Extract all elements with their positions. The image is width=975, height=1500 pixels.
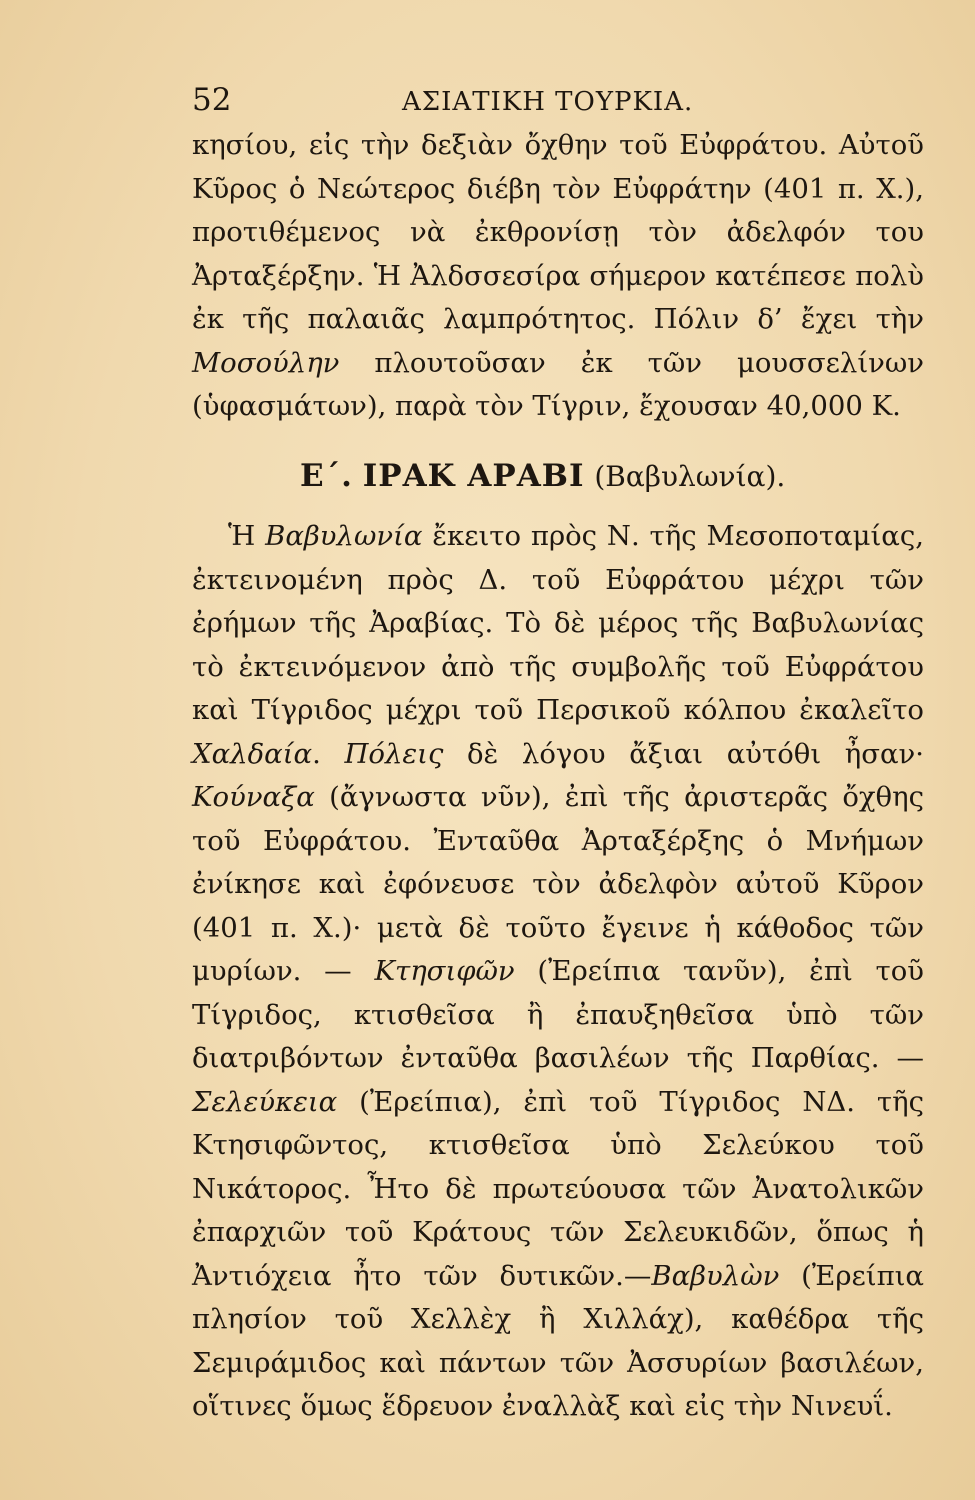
- page-number: 52: [192, 82, 232, 118]
- text-run: ἔκειτο πρὸς Ν. τῆς Μεσοποταμίας, ἐκτεινομένη πρὸς Δ. τοῦ Εὐφράτου μέχρι τῶν ἐρήμων τῆς Ἀραβίας. Τὸ δὲ μέρος τῆς Βαβυλωνίας τὸ ἐκτεινόμενον ἀπὸ τῆς συμβολῆς τοῦ Εὐφράτου καὶ Τίγριδος μέχρι τοῦ Περσικοῦ κόλπου ἐκαλεῖτο: [192, 520, 924, 726]
- paragraph-babylonia: [192, 515, 924, 1429]
- text-run: δὲ λόγου ἄξιαι αὐτόθι ἦσαν·: [443, 737, 925, 770]
- text-run: (Ἐρείπια πλησίον τοῦ Χελλὲχ ἢ Χιλλάχ), καθέδρα τῆς Σεμιράμιδος καὶ πάντων τῶν Ἀσσυρίων βασιλέων, οἵτινες ὅμως ἕδρευον ἐναλλὰξ καὶ εἰς τὴν Νινευΐ.: [192, 1259, 924, 1422]
- place-seleukeia: Σελεύκεια: [192, 1085, 338, 1118]
- place-babylonia: Βαβυλωνία: [265, 520, 423, 552]
- place-mosoul: Μοσούλην: [192, 346, 340, 379]
- paragraph-text: [192, 515, 924, 1429]
- text-run: Ἡ: [228, 520, 266, 552]
- running-title: ΑΣΙΑΤΙΚΗ ΤΟΥΡΚΙΑ.: [402, 87, 694, 117]
- text-run: (Ἐρείπια), ἐπὶ τοῦ Τίγριδος ΝΔ. τῆς Κτησιφῶντος, κτισθεῖσα ὑπὸ Σελεύκου τοῦ Νικάτορος. Ἦτο δὲ πρωτεύουσα τῶν Ἀνατολικῶν ἐπαρχιῶν τοῦ Κράτους τῶν Σελευκιδῶν, ὅπως ἡ Ἀντιόχεια ἦτο τῶν δυτικῶν.—: [192, 1085, 924, 1292]
- page-header: [192, 78, 923, 122]
- text-run: πλουτοῦσαν ἐκ τῶν μουσσελίνων (ὑφασμάτων), παρὰ τὸν Τίγριν, ἔχουσαν 40,000 Κ.: [192, 346, 924, 422]
- section-heading: [300, 452, 785, 501]
- text-run: .: [312, 737, 345, 770]
- text-run: (Ἐρείπια τανῦν), ἐπὶ τοῦ Τίγριδος, κτισθεῖσα ἢ ἐπαυξηθεῖσα ὑπὸ τῶν διατριβόντων ἐνταῦθα βασιλέων τῆς Παρθίας. —: [192, 955, 924, 1074]
- place-chaldaia: Χαλδαία: [192, 737, 313, 770]
- place-ktesiphon: Κτησιφῶν: [374, 955, 515, 987]
- section-subtitle: (Βαβυλωνία).: [594, 460, 786, 493]
- place-babylon: Βαβυλὼν: [651, 1259, 780, 1292]
- section-letter: Ε΄.: [300, 458, 353, 494]
- paragraph-mesopotamia-end: [192, 124, 924, 429]
- paragraph-text: [192, 124, 924, 429]
- text-run: (ἄγνωστα νῦν), ἐπὶ τῆς ἀριστερᾶς ὄχθης τοῦ Εὐφράτου. Ἐνταῦθα Ἀρταξέρξης ὁ Μνήμων ἐνίκησε καὶ ἐφόνευσε τὸν ἀδελφὸν αὐτοῦ Κῦρον (401 π. Χ.)· μετὰ δὲ τοῦτο ἔγεινε ἡ κάθοδος τῶν μυρίων. —: [192, 781, 924, 987]
- text-run: κησίου, εἰς τὴν δεξιὰν ὄχθην τοῦ Εὐφράτου. Αὐτοῦ Κῦρος ὁ Νεώτερος διέβη τὸν Εὐφράτην (401 π. Χ.), προτιθέμενος νὰ ἐκθρονίσῃ τὸν ἀδελφόν του Ἀρταξέρξην. Ἡ Ἀλδσσεσίρα σήμερον κατέπεσε πολὺ ἐκ τῆς παλαιᾶς λαμπρότητος. Πόλιν δ’ ἔχει τὴν: [192, 129, 924, 335]
- term-poleis: Πόλεις: [344, 737, 444, 770]
- place-kounaxa: Κούναξα: [192, 781, 315, 813]
- section-title: ΙΡΑΚ ΑΡΑΒΙ: [362, 458, 585, 494]
